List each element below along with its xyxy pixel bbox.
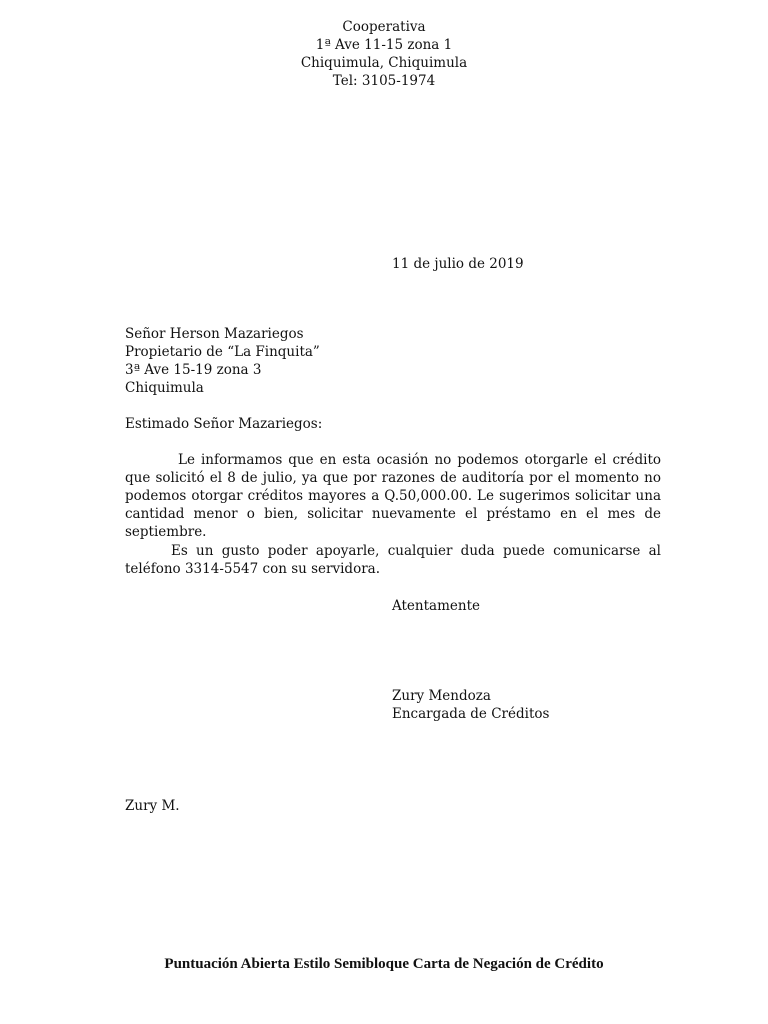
salutation: Estimado Señor Mazariegos: [125, 416, 323, 432]
letter-date: 11 de julio de 2019 [392, 256, 524, 272]
recipient-position: Propietario de “La Finquita” [125, 344, 320, 360]
closing: Atentamente [392, 598, 480, 614]
signature-title: Encargada de Créditos [392, 706, 550, 722]
recipient-city: Chiquimula [125, 380, 204, 396]
recipient-name: Señor Herson Mazariegos [125, 326, 304, 342]
page-caption: Puntuación Abierta Estilo Semibloque Carta de Negación de Crédito [164, 956, 604, 972]
letterhead-phone: Tel: 3105-1974 [332, 73, 436, 89]
body-paragraph-2: Es un gusto poder apoyarle, cualquier duda puede comunicarse al teléfono 3314-5547 con su servidora. [125, 543, 661, 577]
reference-initials: Zury M. [125, 798, 180, 814]
letterhead-name: Cooperativa [342, 19, 426, 35]
letterhead-city: Chiquimula, Chiquimula [300, 55, 468, 71]
body-paragraph-1: Le informamos que en esta ocasión no podemos otorgarle el crédito que solicitó el 8 de julio, ya que por razones de auditoría por el momento no podemos otorgar créditos mayores a Q.50,000.00. Le sugerimos solicitar una cantidad menor o bien, solicitar nuevamente el préstamo en el mes de septiembre. [125, 452, 661, 540]
letterhead-address: 1ª Ave 11-15 zona 1 [315, 37, 453, 53]
signature-name: Zury Mendoza [392, 688, 491, 704]
recipient-address: 3ª Ave 15-19 zona 3 [125, 362, 262, 378]
